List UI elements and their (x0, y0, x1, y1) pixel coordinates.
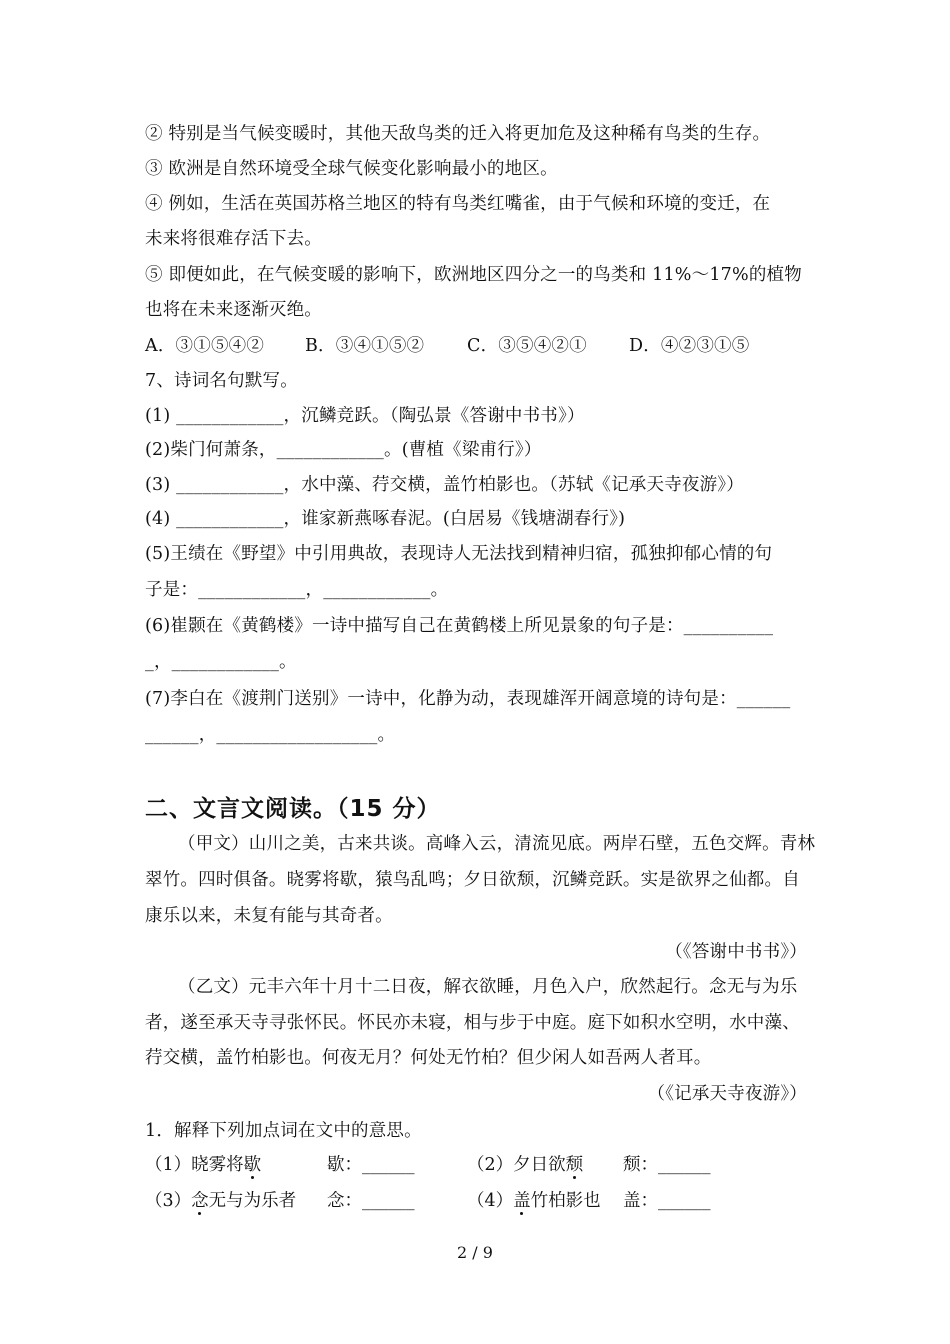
answer-choices (145, 334, 807, 358)
option-item-3: ③ 欧洲是自然环境受全球气候变化影响最小的地区。 (145, 159, 558, 179)
q1-item-4-blank: 盖：______ (623, 1191, 711, 1211)
yi-source: （《记承天寺夜游》） (647, 1084, 807, 1104)
option-item-4-line2: 未来将很难存活下去。 (145, 229, 322, 249)
q7-line-1: (1) ____________，沉鳞竞跃。（陶弘景《答谢中书书》） (145, 406, 585, 426)
q7-line-7a: (7)李白在《渡荆门送别》一诗中，化静为动，表现雄浑开阔意境的诗句是：______ (145, 689, 791, 709)
jia-source: （《答谢中书书》） (665, 942, 807, 962)
q1-item-4-dotted-char: 盖 (513, 1191, 531, 1211)
q1-item-1-dotted-char: 歇 (243, 1155, 262, 1175)
yi-text-line1: （乙文）元丰六年十月十二日夜，解衣欲睡，月色入户，欣然起行。念无与为乐 (178, 977, 798, 997)
q1-item-2-blank: 颓：______ (623, 1155, 711, 1175)
q1-item-4-prefix: （4） (467, 1191, 514, 1211)
q1-item-2-prefix: （2）夕日欲 (467, 1155, 566, 1175)
jia-text-line3: 康乐以来，未复有能与其奇者。 (145, 906, 393, 926)
q1-item-3-rest: 无与为乐者 (208, 1191, 297, 1211)
q1-item-4 (467, 1189, 601, 1213)
q7-line-7b: ______，__________________。 (145, 725, 396, 745)
q1-title: 1．解释下列加点词在文中的意思。 (145, 1121, 422, 1141)
choice-a: A．③①⑤④② (145, 336, 265, 356)
option-item-4-line1: ④ 例如，生活在英国苏格兰地区的特有鸟类红嘴雀，由于气候和环境的变迁，在 (145, 194, 771, 214)
choice-c: C．③⑤④②① (467, 336, 587, 356)
q7-line-6b: _，____________。 (145, 652, 297, 672)
q7-line-5b: 子是：____________，____________。 (145, 580, 449, 600)
jia-text-line2: 翠竹。四时俱备。晓雾将歇，猿鸟乱鸣；夕日欲颓，沉鳞竞跃。实是欲界之仙都。自 (145, 870, 800, 890)
q7-line-4: (4) ____________，谁家新燕啄春泥。(白居易《钱塘湖春行》) (145, 509, 626, 529)
q1-item-4-rest: 竹柏影也 (530, 1191, 601, 1211)
q7-line-6a: (6)崔颢在《黄鹤楼》一诗中描写自己在黄鹤楼上所见景象的句子是：__________ (145, 616, 774, 636)
choice-b: B．③④①⑤② (305, 336, 425, 356)
q7-line-3: (3) ____________，水中藻、荇交横，盖竹柏影也。（苏轼《记承天寺夜游》） (145, 475, 744, 495)
q1-item-1 (145, 1153, 261, 1177)
option-item-5-line2: 也将在未来逐渐灭绝。 (145, 300, 322, 320)
q1-item-3-dotted-char: 念 (191, 1191, 209, 1211)
yi-text-line2: 者，遂至承天寺寻张怀民。怀民亦未寝，相与步于中庭。庭下如积水空明，水中藻、 (145, 1013, 800, 1033)
q1-item-1-prefix: （1）晓雾将 (145, 1155, 244, 1175)
jia-text-line1: （甲文）山川之美，古来共谈。高峰入云，清流见底。两岸石壁，五色交辉。青林 (178, 834, 816, 854)
q1-item-3-prefix: （3） (145, 1191, 192, 1211)
yi-text-line3: 荇交横，盖竹柏影也。何夜无月？何处无竹柏？但少闲人如吾两人者耳。 (145, 1048, 712, 1068)
q1-item-1-blank: 歇：______ (327, 1155, 415, 1175)
q7-title: 7、诗词名句默写。 (145, 371, 298, 391)
q1-item-3 (145, 1189, 296, 1213)
section-heading: 二、文言文阅读。（15 分） (145, 796, 441, 822)
q1-item-2 (467, 1153, 583, 1177)
q1-item-3-blank: 念：______ (327, 1191, 415, 1211)
q1-item-2-dotted-char: 颓 (565, 1155, 584, 1175)
choice-d: D．④②③①⑤ (629, 336, 750, 356)
q7-line-2: (2)柴门何萧条，____________。(曹植《梁甫行》） (145, 440, 542, 460)
option-item-5-line1: ⑤ 即便如此，在气候变暖的影响下，欧洲地区四分之一的鸟类和 11%～17%的植物 (145, 265, 802, 285)
page-number: 2 / 9 (457, 1243, 493, 1262)
q7-line-5a: (5)王绩在《野望》中引用典故，表现诗人无法找到精神归宿，孤独抑郁心情的句 (145, 544, 773, 564)
option-item-2: ② 特别是当气候变暖时，其他天敌鸟类的迁入将更加危及这种稀有鸟类的生存。 (145, 124, 771, 144)
